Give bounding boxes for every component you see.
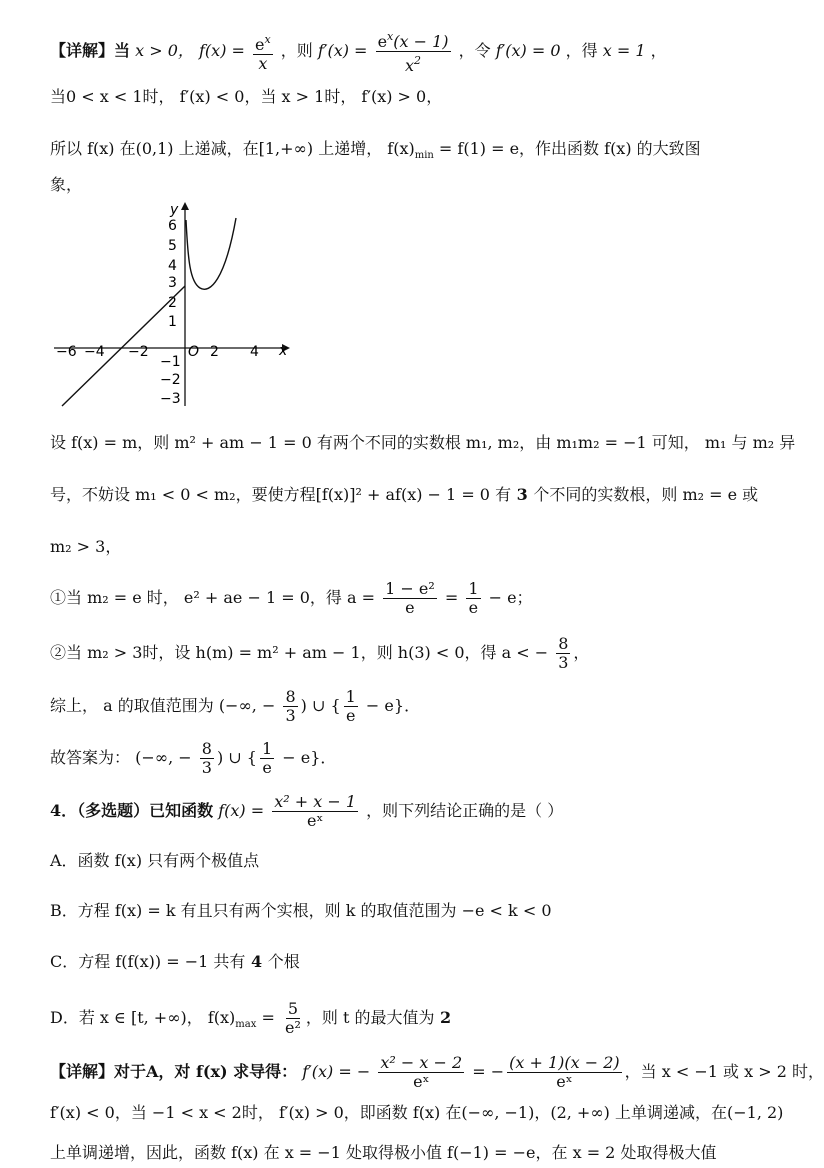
text: 所以 f(x) 在(0,1) 上递减，在[1,+∞) 上递增， f(x) bbox=[50, 139, 415, 158]
y-tick-label: 2 bbox=[168, 295, 177, 311]
option-b: B．方程 f(x) = k 有且只有两个实根，则 k 的取值范围为 −e < k < 0 bbox=[50, 901, 552, 920]
text: eˣ bbox=[413, 1072, 430, 1091]
x-axis-label: x bbox=[279, 343, 288, 359]
text: ②当 m₂ > 3时，设 h(m) = m² + am − 1，则 h(3) < 0，得 a < − bbox=[50, 643, 549, 662]
text: ，则 bbox=[280, 41, 313, 60]
text: 个不同的实数根，则 m₂ = e 或 bbox=[533, 485, 759, 504]
fraction bbox=[378, 1054, 464, 1091]
fraction bbox=[283, 688, 297, 725]
text: ①当 m₂ = e 时， e² + ae − 1 = 0，得 a = bbox=[50, 588, 375, 607]
fraction bbox=[283, 1000, 303, 1037]
text: 综上， a 的取值范围为 bbox=[50, 696, 214, 715]
text: (x + 1)(x − 2) bbox=[509, 1053, 620, 1072]
x-tick-label: 4 bbox=[250, 344, 259, 360]
text: f′(x) = 0 bbox=[495, 41, 561, 60]
text: ) ∪ { bbox=[216, 748, 257, 767]
text: 3 bbox=[558, 653, 569, 672]
y-axis-label: y bbox=[170, 202, 179, 218]
text: (x − 1) bbox=[393, 32, 449, 51]
option-c bbox=[50, 949, 780, 975]
text: D．若 x ∈ [t, +∞)， f(x) bbox=[50, 1008, 236, 1027]
text: 8 bbox=[558, 634, 569, 653]
fraction bbox=[376, 28, 451, 75]
option-a: A．函数 f(x) 只有两个极值点 bbox=[50, 851, 260, 870]
text: e bbox=[255, 34, 265, 54]
text: ，则下列结论正确的是（ ） bbox=[366, 801, 564, 820]
fraction bbox=[383, 580, 437, 617]
text: x² + x − 1 bbox=[274, 792, 357, 811]
y-tick-label: 5 bbox=[168, 238, 177, 254]
text: ) ∪ { bbox=[300, 696, 341, 715]
text: x > 0， bbox=[135, 41, 194, 60]
fraction bbox=[344, 688, 358, 725]
text: x bbox=[405, 56, 415, 75]
solution-line-10 bbox=[50, 688, 780, 725]
text: 2 bbox=[414, 54, 422, 67]
text: f′(x) = bbox=[317, 41, 368, 60]
text: f(x) = bbox=[218, 801, 265, 820]
y-tick-label: −1 bbox=[160, 354, 181, 370]
text: C．方程 f(f(x)) = −1 共有 bbox=[50, 952, 246, 971]
text: ，令 bbox=[458, 41, 491, 60]
x-tick-label: O bbox=[188, 344, 200, 360]
text: x = 1 bbox=[602, 41, 646, 60]
text: 3 bbox=[201, 758, 212, 777]
text: 5 bbox=[287, 999, 298, 1018]
y-tick-label: 3 bbox=[168, 275, 177, 291]
y-tick-label: 4 bbox=[168, 258, 177, 274]
solution-line-5: 设 f(x) = m，则 m² + am − 1 = 0 有两个不同的实数根 m₁, m₂，由 m₁m₂ = −1 可知， m₁ 与 m₂ 异 bbox=[50, 433, 796, 452]
text: 8 bbox=[285, 687, 296, 706]
text: (−∞, − bbox=[135, 748, 192, 767]
solution-line-8 bbox=[50, 580, 780, 617]
text: ， bbox=[650, 41, 667, 60]
text: ，得 bbox=[565, 41, 598, 60]
solution-line-7: m₂ > 3， bbox=[50, 537, 122, 556]
fraction bbox=[507, 1054, 622, 1091]
text: − e； bbox=[483, 588, 533, 607]
text: ， bbox=[573, 643, 590, 662]
y-tick-label: 1 bbox=[168, 314, 177, 330]
text: e bbox=[405, 598, 415, 617]
y-tick-label: 6 bbox=[168, 218, 177, 234]
answer-line bbox=[50, 740, 780, 777]
fraction bbox=[260, 740, 274, 777]
text: ，则 t 的最大值为 bbox=[305, 1008, 435, 1027]
solution-line-9 bbox=[50, 635, 780, 672]
graph-curve-branch bbox=[186, 218, 236, 289]
text: ，当 x < −1 或 x > 2 时， bbox=[624, 1062, 824, 1081]
text: e bbox=[346, 706, 356, 725]
x-tick-label: −6 bbox=[56, 344, 77, 360]
function-graph bbox=[50, 200, 310, 410]
text: 3 bbox=[285, 706, 296, 725]
text: 【详解】对于A，对 f(x) 求导得： bbox=[50, 1062, 298, 1081]
x-tick-label: −2 bbox=[128, 344, 149, 360]
text: 【详解】当 bbox=[50, 41, 131, 60]
solution-2-line-2: f′(x) < 0，当 −1 < x < 2时， f′(x) > 0，即函数 f(x) 在(−∞, −1)，(2, +∞) 上单调递减，在(−1, 2) bbox=[50, 1103, 784, 1122]
option-d bbox=[50, 1000, 780, 1038]
y-tick-label: −2 bbox=[160, 372, 181, 388]
text: − e} bbox=[360, 696, 405, 715]
text: 2 bbox=[434, 1008, 452, 1027]
text: 1 bbox=[345, 687, 356, 706]
x-tick-label: 2 bbox=[210, 344, 219, 360]
fraction bbox=[253, 31, 273, 73]
text: 个根 bbox=[267, 952, 300, 971]
text: ． bbox=[404, 696, 421, 715]
text: 号，不妨设 m₁ < 0 < m₂，要使方程[f(x)]² + af(x) − 1 = 0 有 bbox=[50, 485, 512, 504]
text: max bbox=[235, 1019, 257, 1030]
text: 故答案为： bbox=[50, 748, 131, 767]
text: 4．（多选题）已知函数 bbox=[50, 801, 214, 820]
solution-line-2: 当0 < x < 1时， f′(x) < 0，当 x > 1时， f′(x) > 0， bbox=[50, 87, 443, 106]
text: x bbox=[258, 53, 268, 73]
text: 1 − e² bbox=[385, 579, 435, 598]
solution-line-3 bbox=[50, 136, 780, 169]
solution-line-1 bbox=[50, 28, 780, 75]
solution-line-6 bbox=[50, 482, 780, 508]
text: 1 bbox=[261, 739, 273, 758]
x-tick-label: −4 bbox=[84, 344, 105, 360]
fraction bbox=[556, 635, 570, 672]
text: eˣ bbox=[307, 811, 324, 830]
text: x bbox=[387, 30, 394, 43]
text: = bbox=[439, 588, 464, 607]
solution-line-4: 象， bbox=[50, 175, 83, 194]
text: = f(1) = e，作出函数 f(x) 的大致图 bbox=[433, 139, 701, 158]
text: e bbox=[377, 32, 388, 51]
text: = bbox=[256, 1008, 280, 1027]
text: − e} bbox=[277, 748, 321, 767]
graph-line-branch bbox=[62, 286, 185, 406]
fraction bbox=[466, 580, 480, 617]
text: eˣ bbox=[556, 1072, 573, 1091]
y-axis-arrow bbox=[181, 202, 189, 210]
text: f′(x) = − bbox=[302, 1062, 371, 1081]
solution-2-line-1 bbox=[50, 1053, 824, 1091]
text: f(x) = bbox=[199, 41, 245, 60]
text: x bbox=[264, 32, 271, 46]
text: 4 bbox=[245, 952, 268, 971]
text: 1 bbox=[468, 579, 479, 598]
text: e bbox=[262, 758, 272, 777]
text: 8 bbox=[201, 739, 212, 758]
fraction bbox=[272, 793, 358, 830]
text: (−∞, − bbox=[218, 696, 276, 715]
question-4-stem bbox=[50, 793, 780, 830]
y-tick-label: −3 bbox=[160, 391, 181, 407]
text: = − bbox=[467, 1062, 505, 1081]
solution-2-line-3: 上单调递增，因此，函数 f(x) 在 x = −1 处取得极小值 f(−1) = −e，在 x = 2 处取得极大值 bbox=[50, 1143, 717, 1162]
fraction bbox=[200, 740, 214, 777]
text: e bbox=[468, 598, 479, 617]
text: x² − x − 2 bbox=[380, 1053, 463, 1072]
text: e² bbox=[284, 1018, 301, 1037]
text: 3 bbox=[511, 485, 534, 504]
text: min bbox=[414, 150, 434, 161]
text: ． bbox=[320, 748, 337, 767]
